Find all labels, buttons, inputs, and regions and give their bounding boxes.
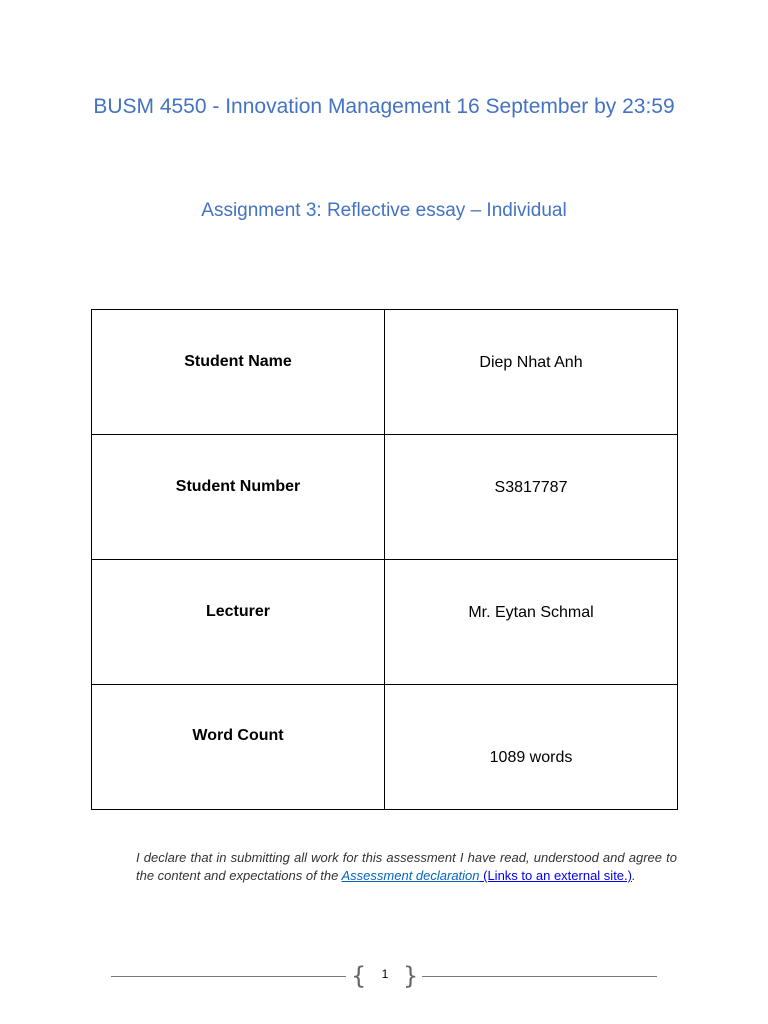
student-name-label: Student Name <box>92 310 385 435</box>
lecturer-label: Lecturer <box>92 560 385 685</box>
student-name-value: Diep Nhat Anh <box>385 310 678 435</box>
right-brace-icon: } <box>403 962 419 990</box>
student-number-label: Student Number <box>92 435 385 560</box>
footer-rule-left <box>111 976 346 977</box>
lecturer-value: Mr. Eytan Schmal <box>385 560 678 685</box>
declaration-paragraph <box>136 849 677 885</box>
table-row <box>92 685 678 810</box>
table-row <box>92 435 678 560</box>
footer-rule-right <box>422 976 657 977</box>
student-number-value: S3817787 <box>385 435 678 560</box>
page-footer <box>111 962 657 990</box>
declaration-end: . <box>631 868 636 883</box>
document-title: BUSM 4550 - Innovation Management 16 September by 23:59 <box>93 95 675 118</box>
table-row <box>92 310 678 435</box>
page-number: 1 <box>381 967 389 981</box>
word-count-label: Word Count <box>92 685 385 810</box>
table-row <box>92 560 678 685</box>
document-subtitle: Assignment 3: Reflective essay – Individual <box>201 200 567 221</box>
student-info-table <box>91 309 678 810</box>
assessment-declaration-link[interactable]: Assessment declaration <box>341 868 480 883</box>
external-site-link[interactable]: (Links to an external site.) <box>479 868 632 883</box>
left-brace-icon: { <box>351 962 367 990</box>
word-count-value: 1089 words <box>385 685 678 810</box>
declaration-text: I declare that in submitting all work for this assessment I have read, understood and agree to the content and expectations of the <box>136 850 677 883</box>
